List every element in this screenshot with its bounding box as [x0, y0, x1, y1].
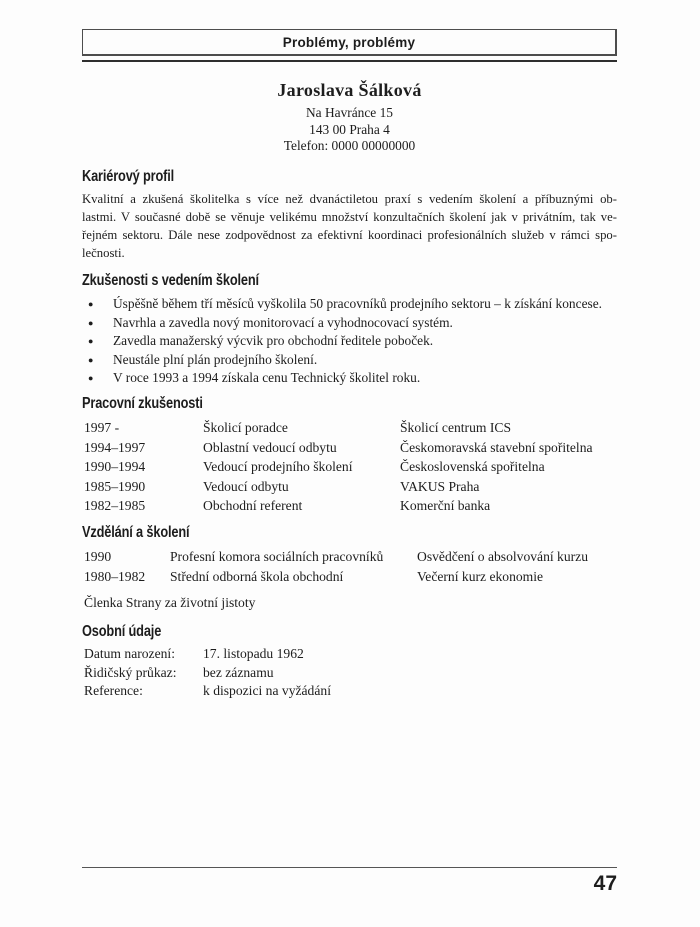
- page-number: 47: [593, 872, 617, 895]
- table-row: [82, 645, 617, 664]
- work-company: Českomoravská stavební spořitelna: [400, 439, 593, 455]
- bullet-icon: ●: [88, 299, 94, 310]
- personal-label: Reference:: [84, 683, 143, 699]
- list-item: [82, 332, 617, 350]
- table-row: [82, 477, 617, 496]
- section-heading-career: Kariérový profil: [82, 167, 175, 185]
- work-company: Školicí centrum ICS: [400, 420, 512, 436]
- list-item: [82, 369, 617, 387]
- table-row: [82, 664, 617, 683]
- list-item-text: V roce 1993 a 1994 získala cenu Technický školitel roku.: [113, 369, 421, 385]
- work-company: Československá spořitelna: [400, 459, 545, 475]
- section-heading-personal: Osobní údaje: [82, 623, 162, 641]
- personal-value: bez záznamu: [203, 664, 274, 680]
- cv-address: [82, 105, 617, 155]
- work-company: VAKUS Praha: [400, 478, 480, 494]
- membership-note: Členka Strany za životní jistoty: [84, 595, 256, 611]
- header-rule: [82, 60, 617, 62]
- bullet-icon: ●: [88, 336, 94, 347]
- table-row: [82, 418, 617, 437]
- education-years: 1990: [84, 549, 112, 565]
- personal-value: k dispozici na vyžádání: [203, 683, 331, 699]
- table-row: [82, 682, 617, 701]
- training-bullet-list: [82, 295, 617, 387]
- personal-label: Řidičský průkaz:: [84, 664, 177, 680]
- page-content: [82, 0, 617, 701]
- footer-rule: [82, 867, 617, 868]
- bullet-icon: ●: [88, 372, 94, 383]
- work-experience-table: [82, 418, 617, 515]
- career-line: řejném sektoru. Dále nese zodpovědnost za efektivní koordinaci profesionálních služeb v rámci spo-: [82, 227, 617, 242]
- section-heading-training: Zkušenosti s vedením školení: [82, 272, 259, 290]
- list-item: [82, 314, 617, 332]
- list-item-text: Úspěšně během tří měsíců vyškolila 50 pracovníků prodejního sektoru – k získání koncese.: [113, 296, 603, 312]
- table-row: [82, 496, 617, 515]
- list-item-text: Neustále plní plán prodejního školení.: [113, 351, 318, 367]
- work-years: 1985–1990: [84, 478, 146, 494]
- career-paragraph: [82, 190, 617, 263]
- work-years: 1997 -: [84, 420, 120, 436]
- education-table: [82, 547, 617, 586]
- career-line: lastmi. V současné době se věnuje velikému množství konzultačních školení jak v privátním, tak ve-: [82, 209, 617, 224]
- address-line-2: 143 00 Praha 4: [309, 121, 390, 137]
- bullet-icon: ●: [88, 354, 94, 365]
- work-years: 1982–1985: [84, 497, 146, 513]
- table-row: [82, 457, 617, 476]
- career-line: Kvalitní a zkušená školitelka s více než dvanáctiletou praxí s vedením školení a příbuznými ob-: [82, 191, 617, 206]
- work-position: Vedoucí prodejního školení: [203, 459, 353, 475]
- education-certificate: Osvědčení o absolvování kurzu: [417, 549, 589, 565]
- work-company: Komerční banka: [400, 497, 491, 513]
- bullet-icon: ●: [88, 317, 94, 328]
- phone-line: Telefon: 0000 00000000: [283, 138, 416, 153]
- section-heading-work: Pracovní zkušenosti: [82, 395, 203, 413]
- work-position: Obchodní referent: [203, 497, 303, 513]
- table-row: [82, 438, 617, 457]
- list-item-text: Zavedla manažerský výcvik pro obchodní ředitele poboček.: [113, 333, 434, 349]
- work-position: Vedoucí odbytu: [203, 478, 289, 494]
- cv-name: Jaroslava Šálková: [277, 80, 422, 100]
- address-line-1: Na Havránce 15: [306, 105, 393, 120]
- personal-value: 17. listopadu 1962: [203, 646, 304, 662]
- education-certificate: Večerní kurz ekonomie: [417, 568, 544, 584]
- table-row: [82, 567, 617, 586]
- list-item: [82, 351, 617, 369]
- work-years: 1990–1994: [84, 459, 146, 475]
- education-school: Profesní komora sociálních pracovníků: [170, 549, 384, 565]
- work-position: Školicí poradce: [203, 420, 288, 436]
- work-position: Oblastní vedoucí odbytu: [203, 439, 337, 455]
- personal-details-table: [82, 645, 617, 701]
- work-years: 1994–1997: [84, 439, 146, 455]
- section-heading-education: Vzdělání a školení: [82, 524, 190, 542]
- education-school: Střední odborná škola obchodní: [170, 568, 344, 584]
- list-item: [82, 295, 617, 313]
- list-item-text: Navrhla a zavedla nový monitorovací a vyhodnocovací systém.: [113, 314, 453, 330]
- education-years: 1980–1982: [84, 568, 146, 584]
- running-head-box: [82, 29, 617, 56]
- table-row: [82, 547, 617, 566]
- running-head-title: Problémy, problémy: [282, 34, 416, 50]
- personal-label: Datum narození:: [84, 646, 175, 662]
- career-line: lečnosti.: [82, 246, 125, 261]
